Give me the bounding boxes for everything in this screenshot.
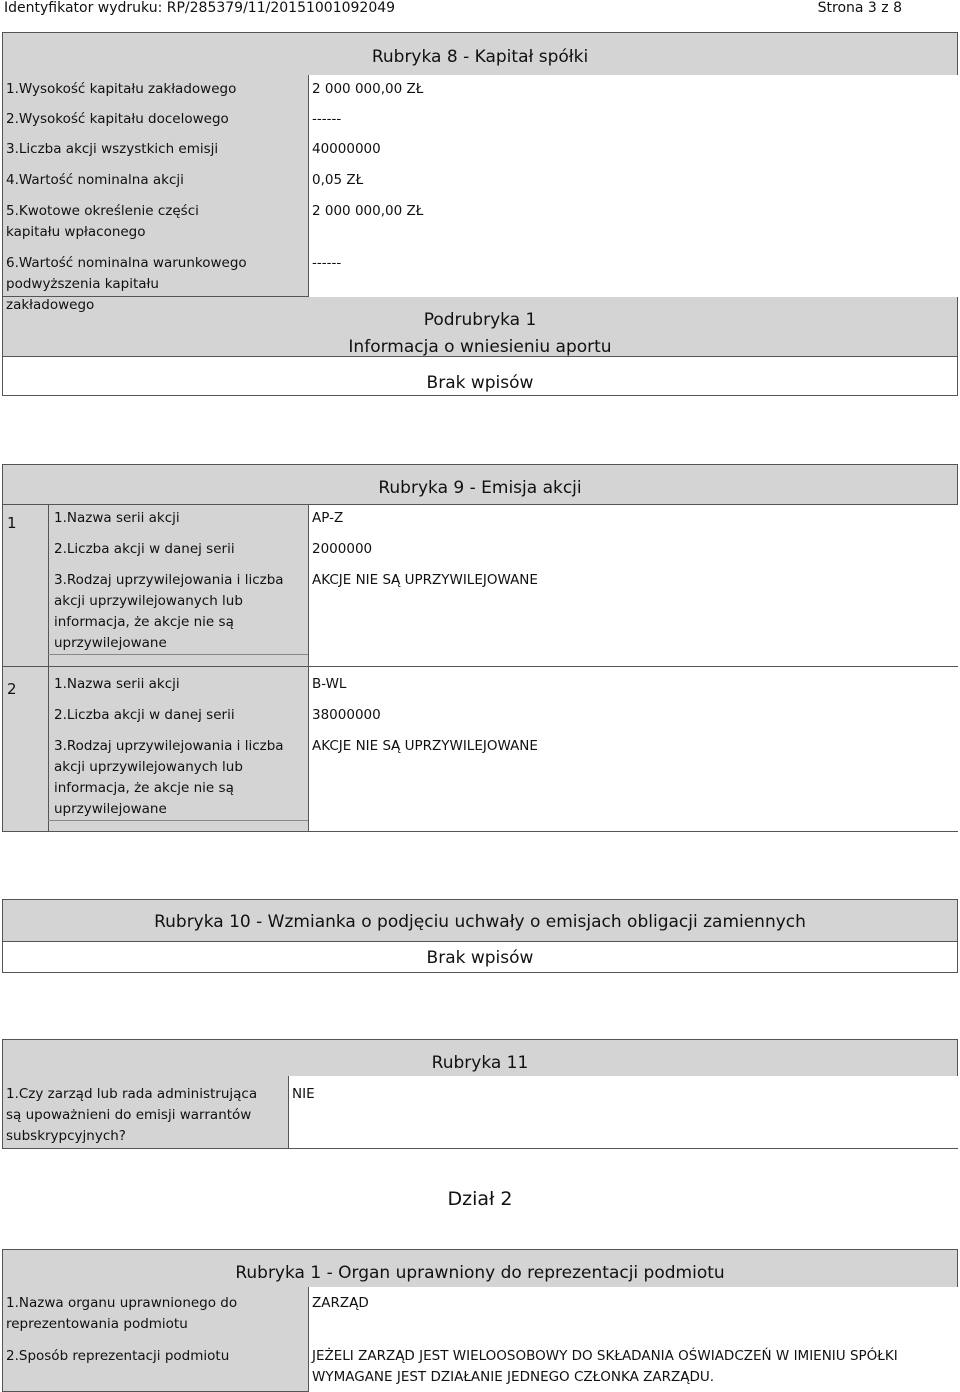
print-identifier: Identyfikator wydruku: RP/285379/11/20151001092049 [4, 0, 396, 16]
entry-2-privilege-value: AKCJE NIE SĄ UPRZYWILEJOWANE [312, 738, 538, 754]
organ-name-label: 1.Nazwa organu uprawnionego do reprezentowania podmiotu [6, 1295, 238, 1332]
nominal-value-label: 4.Wartość nominalna akcji [6, 172, 184, 188]
representation-label: 2.Sposób reprezentacji podmiotu [6, 1348, 230, 1364]
entry-2-count-label: 2.Liczba akcji w danej serii [54, 707, 235, 723]
capital-label: 1.Wysokość kapitału zakładowego [6, 81, 237, 97]
podrubryka-1-subtitle: Informacja o wniesieniu aportu [348, 337, 612, 357]
target-capital-value: ------ [312, 111, 342, 127]
page-number: Strona 3 z 8 [817, 0, 902, 16]
representation-value: JEŻELI ZARZĄD JEST WIELOOSOBOWY DO SKŁADANIA OŚWIADCZEŃ W IMIENIU SPÓŁKI WYMAGANE JEST DZIAŁANIE JEDNEGO CZŁONKA ZARZĄDU. [312, 1348, 898, 1385]
rubryka-10-title: Rubryka 10 - Wzmianka o podjęciu uchwały o emisjach obligacji zamiennych [154, 912, 806, 932]
podrubryka-1-title: Podrubryka 1 [423, 310, 537, 330]
paid-capital-value: 2 000 000,00 ZŁ [312, 203, 424, 219]
warrants-label: 1.Czy zarząd lub rada administrująca są upoważnieni do emisji warrantów subskrypcyjnych? [6, 1086, 258, 1144]
entry-2-privilege-label: 3.Rodzaj uprzywilejowania i liczba akcji uprzywilejowanych lub informacja, że akcje nie są uprzywilejowane [54, 738, 284, 817]
share-count-value: 40000000 [312, 141, 381, 157]
entry-2-name-label: 1.Nazwa serii akcji [54, 676, 180, 692]
paid-capital-label: 5.Kwotowe określenie części kapitału wpłaconego [6, 203, 199, 240]
rubryka-9-title: Rubryka 9 - Emisja akcji [378, 478, 582, 498]
share-count-label: 3.Liczba akcji wszystkich emisji [6, 141, 219, 157]
entry-1-privilege-value: AKCJE NIE SĄ UPRZYWILEJOWANE [312, 572, 538, 588]
conditional-increase-value: ------ [312, 255, 342, 271]
entry-2-count-value: 38000000 [312, 707, 381, 723]
entry-1-count-label: 2.Liczba akcji w danej serii [54, 541, 235, 557]
entry-1-privilege-label: 3.Rodzaj uprzywilejowania i liczba akcji uprzywilejowanych lub informacja, że akcje nie są uprzywilejowane [54, 572, 284, 651]
entry-1-name-label: 1.Nazwa serii akcji [54, 510, 180, 526]
organ-name-value: ZARZĄD [312, 1295, 369, 1311]
capital-value: 2 000 000,00 ZŁ [312, 81, 424, 97]
warrants-value: NIE [292, 1086, 315, 1102]
entry-1-count-value: 2000000 [312, 541, 373, 557]
entry-1-name-value: AP-Z [312, 510, 344, 526]
entry-1-number: 1 [7, 514, 17, 532]
podrubryka-1-empty: Brak wpisów [426, 373, 534, 393]
rubryka-1-title: Rubryka 1 - Organ uprawniony do reprezentacji podmiotu [235, 1263, 725, 1283]
dzial-2-title: Dział 2 [447, 1188, 513, 1210]
entry-2-number: 2 [7, 680, 17, 698]
rubryka-11-title: Rubryka 11 [431, 1053, 529, 1073]
entry-2-name-value: B-WL [312, 676, 347, 692]
conditional-increase-label: 6.Wartość nominalna warunkowego podwyższenia kapitału zakładowego [6, 255, 247, 313]
nominal-value-value: 0,05 ZŁ [312, 172, 364, 188]
rubryka-10-empty: Brak wpisów [426, 948, 534, 968]
target-capital-label: 2.Wysokość kapitału docelowego [6, 111, 229, 127]
rubryka-8-title: Rubryka 8 - Kapitał spółki [371, 47, 589, 67]
